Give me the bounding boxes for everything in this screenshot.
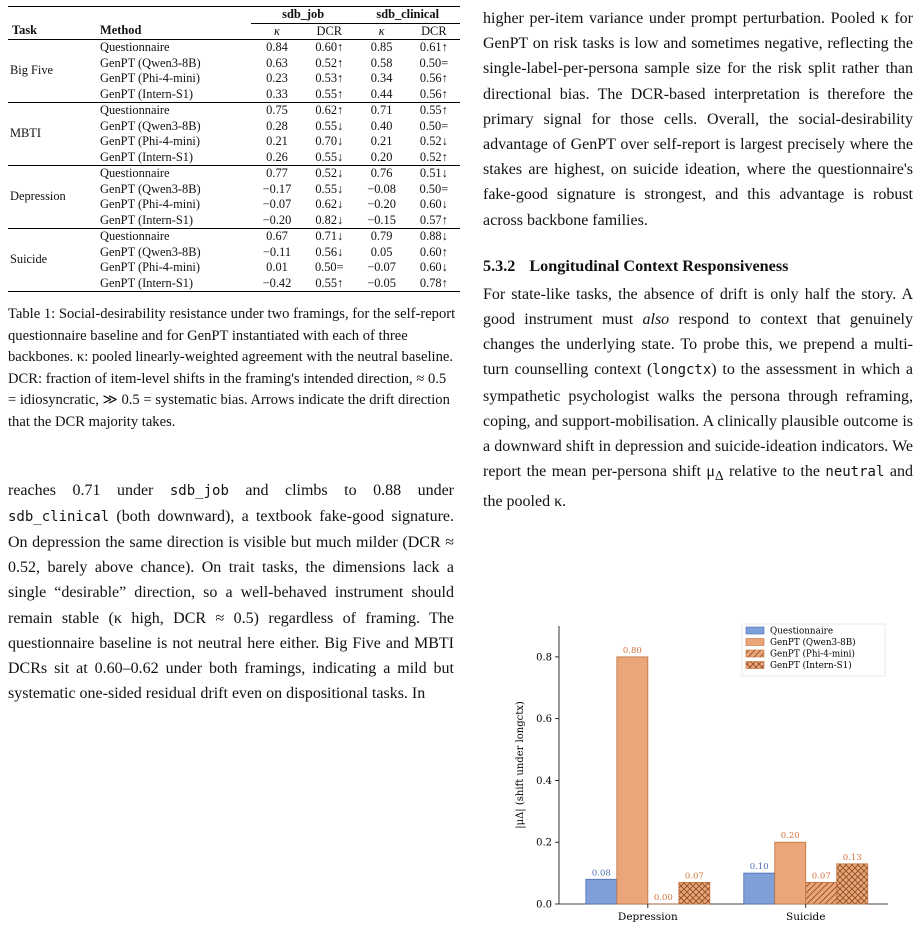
kappa-cell: −0.11 [251, 245, 303, 261]
legend-swatch [746, 627, 764, 634]
task-cell: Suicide [8, 229, 96, 292]
y-tick-label: 0.6 [536, 714, 552, 725]
kappa-cell: −0.20 [251, 213, 303, 229]
method-cell: GenPT (Phi-4-mini) [96, 197, 251, 213]
dcr-cell: 0.55↑ [303, 276, 355, 292]
dcr-cell: 0.52↓ [408, 134, 460, 150]
kappa-cell: 0.75 [251, 103, 303, 119]
chart-svg [483, 616, 913, 930]
legend-entry: GenPT (Phi-4-mini) [770, 649, 855, 660]
results-table [8, 6, 460, 292]
y-tick-label: 0.0 [536, 900, 552, 911]
group-header-sdb-clinical: sdb_clinical [355, 7, 460, 24]
kappa-cell: 0.71 [355, 103, 407, 119]
kappa-cell: −0.07 [355, 260, 407, 276]
table-row [8, 103, 460, 119]
legend-entry: Questionnaire [770, 627, 833, 637]
col-header-kappa: κ [251, 23, 303, 40]
bar [775, 842, 806, 904]
dcr-cell: 0.71↓ [303, 229, 355, 245]
text-run: ) to the assessment in which a sympathetic psychologist walks the persona through reframing, coping, and support-mobilisation. A clinically plausible outcome is a downward shift in depression and suicide-ideation indicators. We report the mean per-persona shift μ [483, 361, 913, 480]
dcr-cell: 0.60↑ [408, 245, 460, 261]
kappa-cell: 0.85 [355, 40, 407, 56]
subscript-delta: Δ [715, 468, 724, 483]
kappa-cell: 0.23 [251, 71, 303, 87]
method-cell: Questionnaire [96, 229, 251, 245]
dcr-cell: 0.56↓ [303, 245, 355, 261]
kappa-cell: 0.44 [355, 87, 407, 103]
dcr-cell: 0.50= [408, 182, 460, 198]
col-header-method: Method [96, 23, 251, 40]
legend-swatch [746, 662, 764, 669]
dcr-cell: 0.50= [408, 56, 460, 72]
table-row [8, 166, 460, 182]
left-body-paragraph [8, 478, 454, 707]
kappa-cell: 0.01 [251, 260, 303, 276]
method-cell: GenPT (Intern-S1) [96, 213, 251, 229]
kappa-cell: −0.17 [251, 182, 303, 198]
dcr-cell: 0.55↓ [303, 182, 355, 198]
dcr-cell: 0.57↑ [408, 213, 460, 229]
dcr-cell: 0.60↓ [408, 260, 460, 276]
method-cell: GenPT (Intern-S1) [96, 87, 251, 103]
method-cell: GenPT (Phi-4-mini) [96, 71, 251, 87]
task-cell: Big Five [8, 40, 96, 103]
method-cell: GenPT (Phi-4-mini) [96, 134, 251, 150]
dcr-cell: 0.60↑ [303, 40, 355, 56]
method-cell: GenPT (Qwen3-8B) [96, 245, 251, 261]
kappa-cell: 0.21 [251, 134, 303, 150]
kappa-cell: 0.76 [355, 166, 407, 182]
method-cell: GenPT (Qwen3-8B) [96, 119, 251, 135]
table-caption [8, 304, 456, 434]
col-header-dcr: DCR [303, 23, 355, 40]
task-cell: Depression [8, 166, 96, 229]
header-spacer [8, 7, 96, 24]
y-tick-label: 0.4 [536, 776, 552, 787]
legend-entry: GenPT (Qwen3-8B) [770, 637, 856, 648]
method-cell: GenPT (Qwen3-8B) [96, 182, 251, 198]
dcr-cell: 0.52↑ [303, 56, 355, 72]
code-longctx: longctx [652, 362, 711, 378]
bar [586, 879, 617, 904]
kappa-cell: 0.34 [355, 71, 407, 87]
kappa-cell: −0.15 [355, 213, 407, 229]
bar-value-label: 0.10 [750, 862, 769, 872]
method-cell: Questionnaire [96, 103, 251, 119]
kappa-cell: 0.79 [355, 229, 407, 245]
section-number: 5.3.2 [483, 257, 515, 275]
caption-label: Table 1: [8, 306, 55, 322]
kappa-cell: 0.05 [355, 245, 407, 261]
bar-value-label: 0.00 [654, 893, 673, 903]
method-cell: GenPT (Phi-4-mini) [96, 260, 251, 276]
dcr-cell: 0.62↓ [303, 197, 355, 213]
kappa-cell: 0.28 [251, 119, 303, 135]
dcr-cell: 0.51↓ [408, 166, 460, 182]
legend-swatch [746, 639, 764, 646]
legend-swatch [746, 650, 764, 657]
dcr-cell: 0.52↓ [303, 166, 355, 182]
bar-value-label: 0.07 [685, 871, 704, 881]
caption-text: Social-desirability resistance under two framings, for the self-report questionnaire baseline and for GenPT instantiated with each of three backbones. κ: pooled linearly-weighted agreement with the neutral baseline. DCR: fraction of item-level shifts in the framing's intended direction, ≈ 0.5 = idiosyncratic, ≫ 0.5 = systematic bias. Arrows indicate the drift direction that the DCR majority takes. [8, 306, 455, 430]
method-cell: Questionnaire [96, 166, 251, 182]
dcr-cell: 0.55↑ [303, 87, 355, 103]
text-run: reaches 0.71 under [8, 482, 170, 499]
kappa-cell: 0.20 [355, 150, 407, 166]
kappa-cell: −0.07 [251, 197, 303, 213]
header-spacer [96, 7, 251, 24]
dcr-cell: 0.82↓ [303, 213, 355, 229]
right-body-paragraph-1: higher per-item variance under prompt perturbation. Pooled κ for GenPT on risk tasks is low and sometimes negative, reflecting the single-label-per-persona sample size for the risk split rather than directional bias. The DCR-based interpretation is therefore the primary signal for those cells. Overall, the social-desirability advantage of GenPT over self-report is largest precisely where the stakes are highest, on suicide ideation, where the questionnaire's fake-good signature is strongest, and this advantage is robust across backbone families. [483, 6, 913, 233]
kappa-cell: 0.26 [251, 150, 303, 166]
bar-value-label: 0.20 [781, 831, 800, 841]
bar-value-label: 0.13 [843, 853, 862, 863]
kappa-cell: −0.08 [355, 182, 407, 198]
kappa-cell: −0.05 [355, 276, 407, 292]
section-title: Longitudinal Context Responsiveness [529, 257, 788, 275]
col-header-task: Task [8, 23, 96, 40]
method-cell: GenPT (Intern-S1) [96, 276, 251, 292]
group-header-sdb-job: sdb_job [251, 7, 356, 24]
kappa-cell: 0.67 [251, 229, 303, 245]
right-body-paragraph-2 [483, 282, 913, 514]
bar [837, 864, 868, 904]
text-run: and the pooled κ. [483, 463, 913, 509]
table-row [8, 40, 460, 56]
method-cell: GenPT (Qwen3-8B) [96, 56, 251, 72]
y-axis-label: |μΔ| (shift under longctx) [515, 701, 526, 829]
dcr-cell: 0.56↑ [408, 87, 460, 103]
left-column [6, 6, 460, 722]
dcr-cell: 0.52↑ [408, 150, 460, 166]
text-run: respond to context that genuinely changes the underlying state. To probe this, we prepend a multi-turn counselling context ( [483, 311, 913, 378]
dcr-cell: 0.78↑ [408, 276, 460, 292]
text-run: relative to the [724, 463, 826, 480]
bar [679, 882, 710, 904]
dcr-cell: 0.55↓ [303, 150, 355, 166]
method-cell: GenPT (Intern-S1) [96, 150, 251, 166]
task-cell: MBTI [8, 103, 96, 166]
kappa-cell: 0.33 [251, 87, 303, 103]
dcr-cell: 0.88↓ [408, 229, 460, 245]
bar [617, 657, 648, 904]
dcr-cell: 0.50= [303, 260, 355, 276]
dcr-cell: 0.70↓ [303, 134, 355, 150]
method-cell: Questionnaire [96, 40, 251, 56]
text-run: For state-like tasks, the absence of drift is only half the story. A good instrument must [483, 286, 913, 328]
dcr-cell: 0.56↑ [408, 71, 460, 87]
dcr-cell: 0.55↑ [408, 103, 460, 119]
code-neutral: neutral [825, 464, 884, 480]
section-heading [483, 257, 913, 276]
kappa-cell: −0.20 [355, 197, 407, 213]
kappa-cell: 0.40 [355, 119, 407, 135]
dcr-cell: 0.53↑ [303, 71, 355, 87]
legend-entry: GenPT (Intern-S1) [770, 660, 852, 671]
dcr-cell: 0.60↓ [408, 197, 460, 213]
text-run: and climbs to 0.88 under [229, 482, 454, 499]
bar-value-label: 0.08 [592, 868, 611, 878]
kappa-cell: 0.63 [251, 56, 303, 72]
bar-value-label: 0.07 [812, 871, 831, 881]
bar [806, 882, 837, 904]
dcr-cell: 0.62↑ [303, 103, 355, 119]
emphasis-also: also [643, 311, 670, 328]
x-tick-label: Suicide [786, 911, 826, 923]
kappa-cell: 0.21 [355, 134, 407, 150]
kappa-cell: 0.77 [251, 166, 303, 182]
code-sdb-job: sdb_job [170, 483, 229, 499]
y-tick-label: 0.2 [536, 838, 552, 849]
kappa-cell: −0.42 [251, 276, 303, 292]
col-header-dcr: DCR [408, 23, 460, 40]
table-row [8, 229, 460, 245]
col-header-kappa: κ [355, 23, 407, 40]
x-tick-label: Depression [618, 911, 678, 923]
code-sdb-clinical: sdb_clinical [8, 509, 109, 525]
kappa-cell: 0.84 [251, 40, 303, 56]
bar-value-label: 0.80 [623, 646, 642, 656]
text-run: (both downward), a textbook fake-good signature. On depression the same direction is visible but much milder (DCR ≈ 0.52, barely above chance). On trait tasks, the dimensions lack a single “desirable” direction, so a well-behaved instrument should remain stable (κ high, DCR ≈ 0.5) regardless of framing. The questionnaire baseline is not neutral here either. Big Five and MBTI DCRs sit at 0.60–0.62 under both framings, indicating a mild but systematic one-sided residual drift even on dispositional tasks. In [8, 508, 454, 702]
dcr-cell: 0.55↓ [303, 119, 355, 135]
y-tick-label: 0.8 [536, 652, 552, 663]
right-column [483, 6, 913, 514]
dcr-cell: 0.61↑ [408, 40, 460, 56]
dcr-cell: 0.50= [408, 119, 460, 135]
bar [744, 873, 775, 904]
kappa-cell: 0.58 [355, 56, 407, 72]
shift-bar-chart [483, 616, 913, 930]
